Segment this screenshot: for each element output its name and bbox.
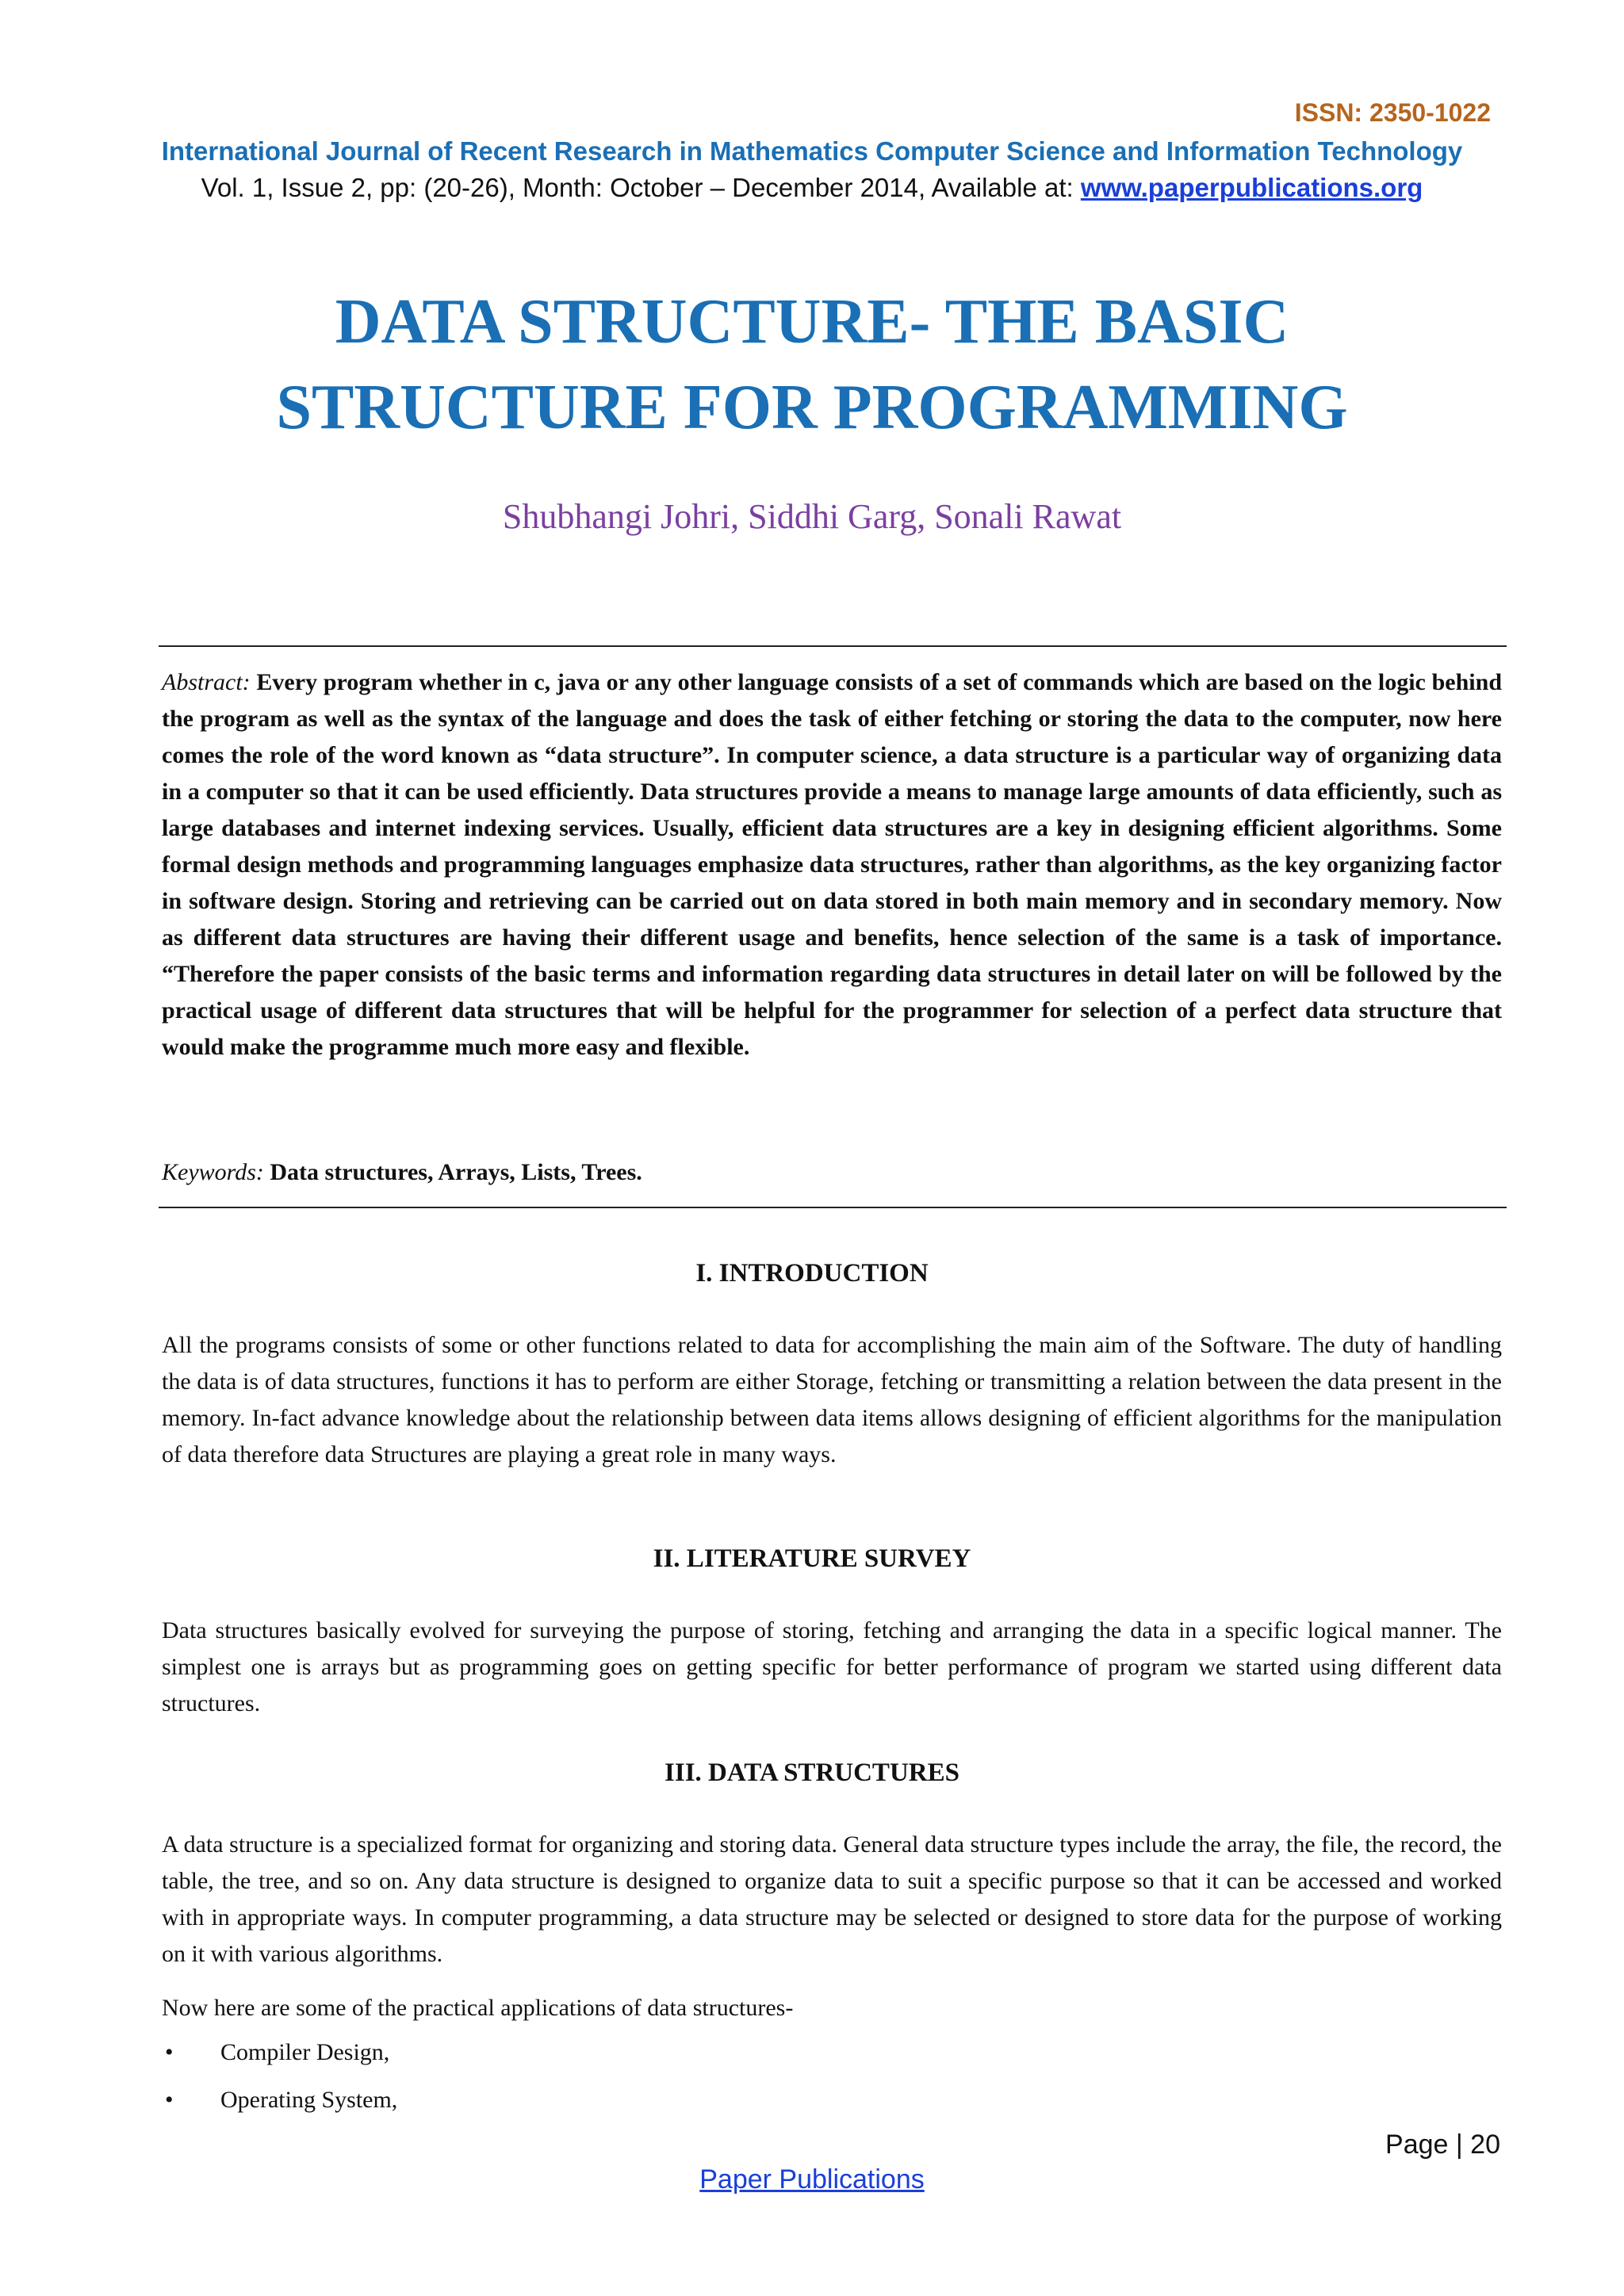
list-item-text: Operating System, [220,2087,398,2113]
bullet-icon: • [165,2087,174,2113]
section-text-data-structures: A data structure is a specialized format for organizing and storing data. General data structure types include the array, the file, the record, the table, the tree, and so on. Any data structure is designed to organize data to suit a specific purpose so that it can be accessed and worked with in appropriate ways. In computer programming, a data structure may be selected or designed to store data for the purpose of working on it with various algorithms. [162,1831,1502,1967]
keywords-text: Data structures, Arrays, Lists, Trees. [270,1159,642,1185]
footer [0,2164,1624,2195]
website-link[interactable]: www.paperpublications.org [1080,173,1423,202]
bottom-divider [159,1207,1507,1208]
page-number: Page | 20 [1385,2130,1500,2160]
paper-title-line-1: DATA STRUCTURE- THE BASIC [335,287,1289,357]
list-item-text: Compiler Design, [220,2039,390,2065]
volume-text: Vol. 1, Issue 2, pp: (20-26), Month: October – December 2014, Available at: [201,173,1081,202]
abstract-label: Abstract: [162,669,251,695]
abstract-text: Every program whether in c, java or any other language consists of a set of commands which are based on the logic behind the program as well as the syntax of the language and does the task of either fetching or storing the data to the computer, now here comes the role of the word known as “data structure”. In computer science, a data structure is a particular way of organizing data in a computer so that it can be used efficiently. Data structures provide a means to manage large amounts of data efficiently, such as large databases and internet indexing services. Usually, efficient data structures are a key in designing efficient algorithms. Some formal design methods and programming languages emphasize data structures, rather than algorithms, as the key organizing factor in software design. Storing and retrieving can be carried out on data stored in both main memory and in secondary memory. Now as different data structures are having their different usage and benefits, hence selection of the same is a task of importance. “Therefore the paper consists of the basic terms and information regarding data structures in detail later on will be followed by the practical usage of different data structures that will be helpful for the programmer for selection of a perfect data structure that would make the programme much more easy and flexible. [162,669,1502,1060]
section-text-literature-survey: Data structures basically evolved for surveying the purpose of storing, fetching and arranging the data in a specific logical manner. The simplest one is arrays but as programming goes on getting specific for better performance of program we started using different data structures. [162,1617,1502,1716]
paper-title-line-2: STRUCTURE FOR PROGRAMMING [276,373,1348,442]
bullet-icon: • [165,2039,174,2065]
keywords-label: Keywords: [162,1159,264,1185]
footer-link[interactable]: Paper Publications [699,2164,925,2195]
issn-label: ISSN: 2350-1022 [1294,98,1491,127]
list-item [162,2082,1502,2118]
abstract [162,664,1502,1066]
section-text-introduction: All the programs consists of some or other functions related to data for accomplishing the main aim of the Software. The duty of handling the data is of data structures, functions it has to perform are either Storage, fetching or transmitting a relation between the data present in the memory. In-fact advance knowledge about the relationship between data items allows designing of efficient algorithms for the manipulation of data therefore data Structures are playing a great role in many ways. [162,1332,1502,1468]
section-heading-introduction: I. INTRODUCTION [695,1259,929,1288]
journal-title: International Journal of Recent Research in Mathematics Computer Science and Information Technology [161,136,1463,166]
applications-list [162,2034,1502,2130]
list-item [162,2034,1502,2071]
authors: Shubhangi Johri, Siddhi Garg, Sonali Rawat [502,497,1122,536]
top-divider [159,645,1507,647]
section-heading-literature-survey: II. LITERATURE SURVEY [653,1544,971,1573]
volume-info [0,173,1624,203]
keywords [162,1154,1502,1191]
section-heading-data-structures: III. DATA STRUCTURES [665,1758,959,1787]
section-text-applications-intro: Now here are some of the practical applications of data structures- [162,1995,794,2021]
paper-title [0,279,1624,450]
